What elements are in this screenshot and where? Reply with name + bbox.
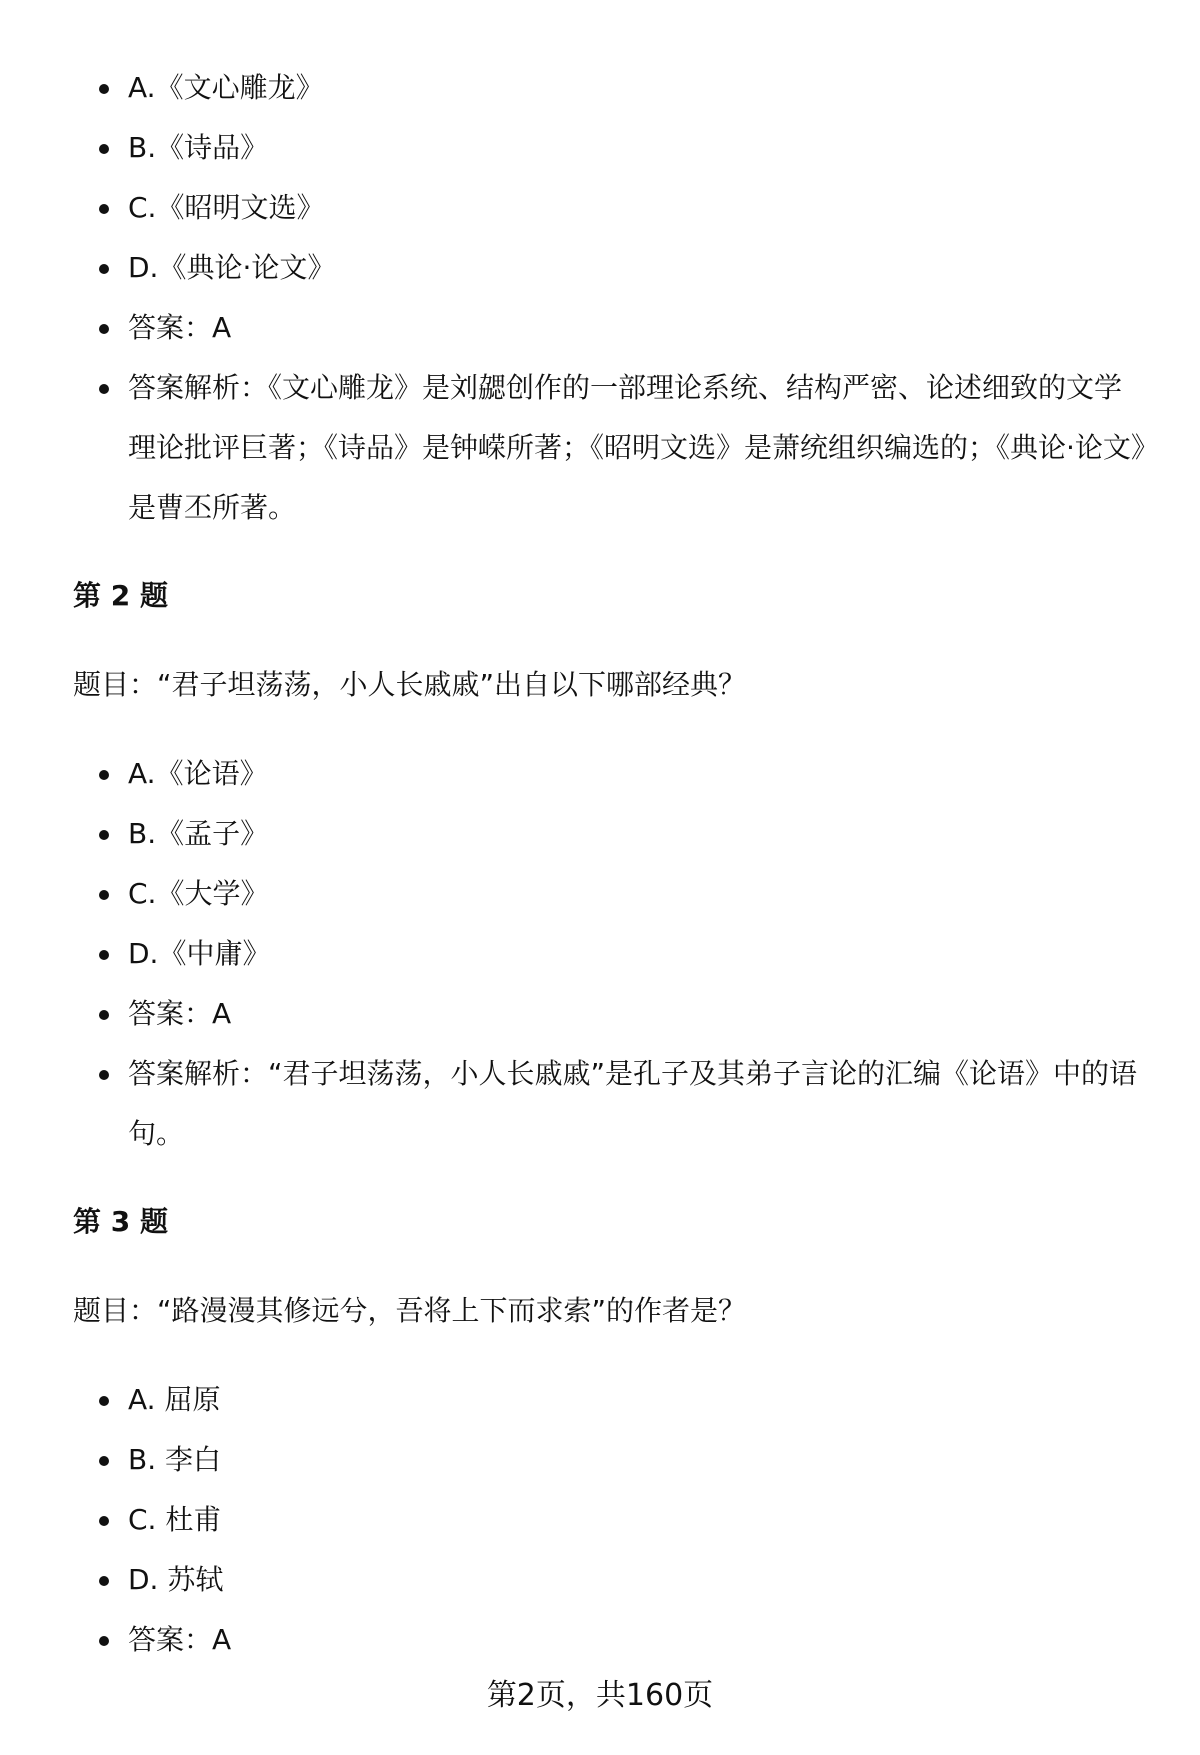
q2-option-c: C.《大学》 (0, 864, 1200, 924)
q3-answer: 答案：A (0, 1610, 1200, 1670)
q2-heading: 第 2 题 (73, 579, 168, 612)
q1-option-d: D.《典论·论文》 (0, 238, 1200, 298)
q2-body (0, 744, 1200, 1164)
q1-option-b: B.《诗品》 (0, 118, 1200, 178)
q2-question: 题目：“君子坦荡荡，小人长戚戚”出自以下哪部经典？ (73, 668, 747, 701)
q1-continuation (0, 58, 1200, 538)
q3-question: 题目：“路漫漫其修远兮，吾将上下而求索”的作者是？ (73, 1294, 747, 1327)
q1-option-list (0, 58, 1200, 538)
q2-option-a: A.《论语》 (0, 744, 1200, 804)
page-number-footer: 第2页，共160页 (486, 1678, 714, 1713)
q3-option-b: B. 李白 (0, 1430, 1200, 1490)
q3-option-c: C. 杜甫 (0, 1490, 1200, 1550)
q3-body (0, 1370, 1200, 1670)
q2-answer: 答案：A (0, 984, 1200, 1044)
q2-option-b: B.《孟子》 (0, 804, 1200, 864)
q3-option-list (0, 1370, 1200, 1670)
q2-explanation: 答案解析：“君子坦荡荡，小人长戚戚”是孔子及其弟子言论的汇编《论语》中的语句。 (0, 1044, 1148, 1164)
q1-option-a: A.《文心雕龙》 (0, 58, 1200, 118)
q1-answer: 答案：A (0, 298, 1200, 358)
q2-option-list (0, 744, 1200, 1164)
q2-option-d: D.《中庸》 (0, 924, 1200, 984)
q1-explanation: 答案解析：《文心雕龙》是刘勰创作的一部理论系统、结构严密、论述细致的文学理论批评巨著；《诗品》是钟嵘所著；《昭明文选》是萧统组织编选的；《典论·论文》是曹丕所著。 (0, 358, 1148, 538)
q3-heading: 第 3 题 (73, 1205, 168, 1238)
q3-option-a: A. 屈原 (0, 1370, 1200, 1430)
q3-option-d: D. 苏轼 (0, 1550, 1200, 1610)
q1-option-c: C.《昭明文选》 (0, 178, 1200, 238)
